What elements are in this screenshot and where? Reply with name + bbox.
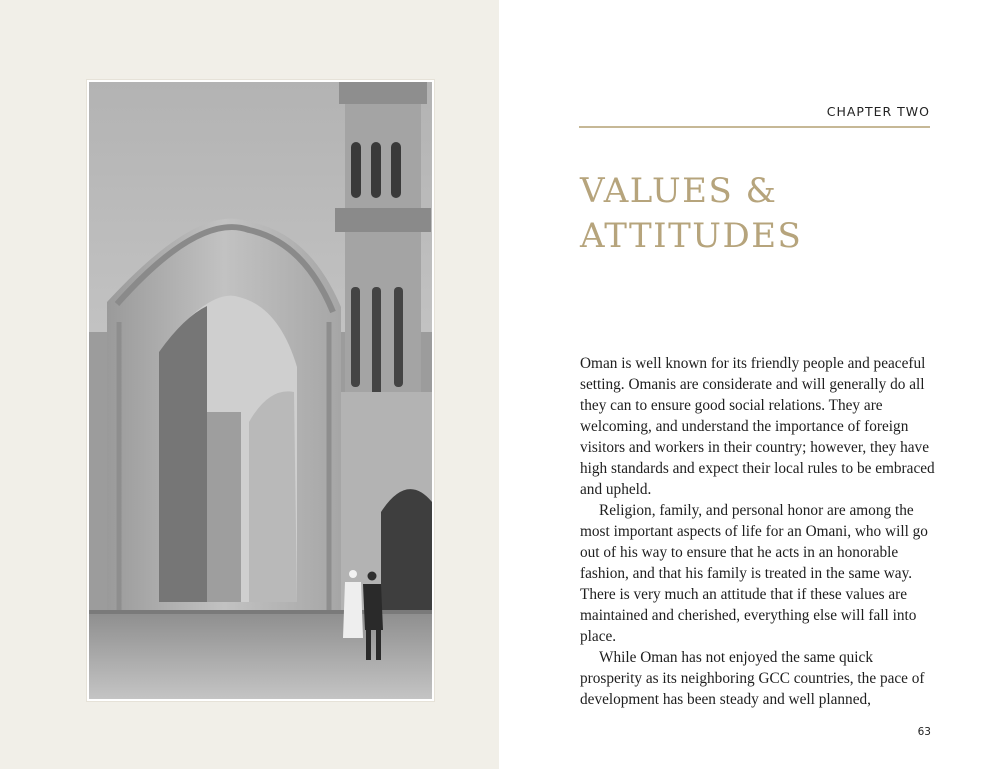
body-text: [580, 353, 936, 710]
mosque-photo: [87, 80, 434, 701]
mosque-arch-image: [89, 82, 432, 699]
chapter-title: VALUES & ATTITUDES: [580, 171, 803, 256]
chapter-divider: [579, 126, 930, 128]
right-page: [499, 0, 996, 769]
paragraph: Religion, family, and personal honor are among the most important aspects of life for an Omani, who will go out of his way to ensure that he acts in an honorable fashion, and that his family is treated in the same way. There is very much an attitude that if these values are maintained and cherished, everything else will fall into place.: [580, 502, 928, 645]
paragraph: While Oman has not enjoyed the same quick prosperity as its neighboring GCC countries, the pace of development has been steady and well planned,: [580, 649, 925, 708]
chapter-label: CHAPTER TWO: [826, 104, 930, 119]
paragraph: Oman is well known for its friendly people and peaceful setting. Omanis are considerate and will generally do all they can to ensure good social relations. They are welcoming, and understand the importance of foreign visitors and workers in their country; however, they have high standards and expect their local rules to be embraced and upheld.: [580, 355, 935, 498]
page-number: 63: [917, 726, 931, 738]
